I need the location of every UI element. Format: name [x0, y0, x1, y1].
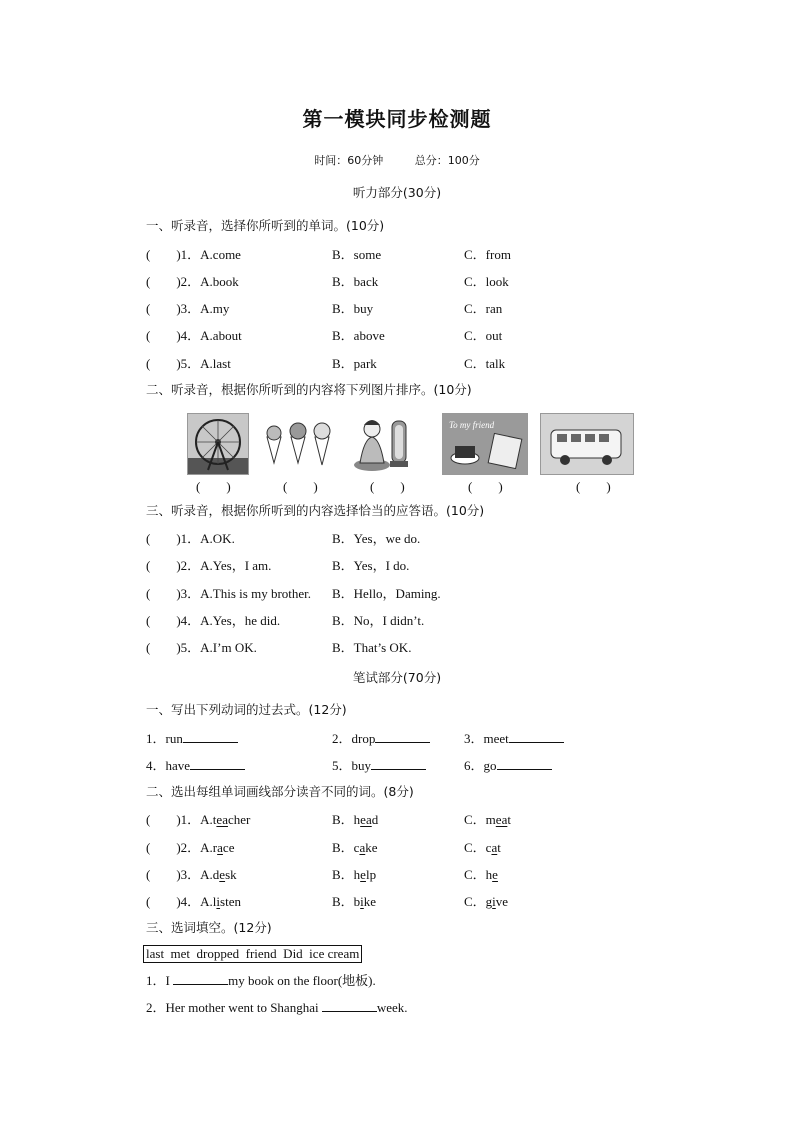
w2-q2-num: ( )2．A.	[146, 840, 213, 855]
s2-heading: 二、听录音，根据你所听到的内容将下列图片排序。(10分)	[146, 382, 472, 397]
word-part: c	[353, 840, 360, 855]
s1-q2-b: B．back	[332, 274, 379, 289]
option-label: B．	[332, 840, 354, 855]
w3-sentence-1	[146, 970, 376, 988]
word-part: g	[485, 894, 493, 909]
answer-blank[interactable]	[190, 757, 245, 770]
word-part: ke	[363, 894, 377, 909]
s3-q4-b: B．No，I didn’t.	[332, 613, 425, 628]
underlined-part: a	[217, 840, 223, 855]
s1-q4-c: C．out	[464, 328, 503, 343]
word-part: d	[212, 867, 220, 882]
answer-blank[interactable]	[183, 730, 238, 743]
picture-2-answer[interactable]: ( )	[283, 479, 318, 494]
underlined-part: a	[359, 840, 366, 855]
verb-run: 1．run	[146, 731, 183, 746]
w1-heading: 一、写出下列动词的过去式。(12分)	[146, 702, 347, 717]
verb-buy: 5．buy	[332, 758, 372, 773]
sentence-start: 1．I	[146, 973, 174, 988]
underlined-part: i	[216, 894, 221, 909]
word-part: ve	[495, 894, 509, 909]
picture-4-answer[interactable]: ( )	[468, 479, 503, 494]
word-part: t	[497, 840, 501, 855]
s1-q3-c: C．ran	[464, 301, 503, 316]
word-part: sk	[225, 867, 237, 882]
s1-q4-a: ( )4．A.about	[146, 328, 242, 343]
s3-q2-b: B．Yes，I do.	[332, 558, 410, 573]
total-score: 总分：100分	[414, 154, 480, 167]
s1-q1-a: ( )1．A.come	[146, 247, 241, 262]
s1-q4-b: B．above	[332, 328, 385, 343]
time-limit: 时间：60分钟	[314, 154, 384, 167]
picture-5-answer[interactable]: ( )	[576, 479, 611, 494]
w3-heading: 三、选词填空。(12分)	[146, 920, 272, 935]
s3-q1-b: B．Yes，we do.	[332, 531, 421, 546]
word-part: r	[212, 840, 218, 855]
underlined-part: e	[360, 867, 366, 882]
s1-q5-b: B．park	[332, 356, 377, 371]
word-part: h	[485, 867, 493, 882]
option-label: C．	[464, 812, 486, 827]
s1-q3-b: B．buy	[332, 301, 374, 316]
listening-header: 听力部分(30分)	[352, 185, 442, 200]
answer-blank[interactable]	[509, 730, 564, 743]
verb-have: 4．have	[146, 758, 191, 773]
underlined-part: ea	[360, 812, 372, 827]
page-title: 第一模块同步检测题	[302, 107, 492, 131]
girl-with-mirror-picture	[350, 413, 416, 473]
s3-q5-b: B．That’s OK.	[332, 640, 412, 655]
w2-heading: 二、选出每组单词画线部分读音不同的词。(8分)	[146, 784, 414, 799]
word-part: t	[507, 812, 511, 827]
word-part: c	[485, 840, 492, 855]
option-label: C．	[464, 867, 486, 882]
w2-q1-num: ( )1．A.	[146, 812, 213, 827]
picture-3-answer[interactable]: ( )	[370, 479, 405, 494]
option-label: B．	[332, 812, 354, 827]
s1-q1-c: C．from	[464, 247, 511, 262]
s1-q3-a: ( )3．A.my	[146, 301, 230, 316]
sentence-start: 2．Her mother went to Shanghai	[146, 1000, 322, 1015]
word-part: cher	[227, 812, 251, 827]
answer-blank[interactable]	[375, 730, 430, 743]
ice-creams-picture	[262, 413, 336, 473]
w3-sentence-2	[146, 997, 408, 1015]
s1-heading: 一、听录音，选择你所听到的单词。(10分)	[146, 218, 385, 233]
s1-q5-a: ( )5．A.last	[146, 356, 231, 371]
s3-heading: 三、听录音，根据你所听到的内容选择恰当的应答语。(10分)	[146, 503, 485, 518]
word-part: m	[485, 812, 496, 827]
card-picture	[442, 413, 528, 475]
word-part: h	[353, 812, 361, 827]
s1-q2-a: ( )2．A.book	[146, 274, 239, 289]
sentence-end: my book on the floor(地板).	[228, 973, 376, 988]
s1-q5-c: C．talk	[464, 356, 506, 371]
option-label: B．	[332, 867, 354, 882]
underlined-part: i	[360, 894, 364, 909]
word-part: d	[371, 812, 379, 827]
s3-q5-a: ( )5．A.I’m OK.	[146, 640, 257, 655]
underlined-part: i	[492, 894, 496, 909]
w2-q4-num: ( )4．A.	[146, 894, 213, 909]
option-label: B．	[332, 894, 354, 909]
card-text: To my friend	[449, 420, 495, 430]
underlined-part: a	[491, 840, 498, 855]
w2-q3-num: ( )3．A.	[146, 867, 213, 882]
word-part: t	[212, 812, 217, 827]
picture-1-answer[interactable]: ( )	[196, 479, 231, 494]
sentence-end: week.	[376, 1000, 408, 1015]
underlined-part: ea	[495, 812, 508, 827]
word-part: l	[212, 894, 217, 909]
ferris-wheel-picture	[187, 413, 249, 475]
bus-picture	[540, 413, 634, 475]
verb-go: 6．go	[464, 758, 497, 773]
exam-meta	[0, 152, 794, 168]
answer-blank[interactable]	[371, 757, 426, 770]
option-label: C．	[464, 894, 486, 909]
s1-q1-b: B．some	[332, 247, 382, 262]
s3-q3-a: ( )3．A.This is my brother.	[146, 586, 312, 601]
verb-meet: 3．meet	[464, 731, 509, 746]
word-bank: last met dropped friend Did ice cream	[143, 945, 362, 963]
word-part: ke	[365, 840, 378, 855]
answer-blank[interactable]	[497, 757, 552, 770]
fill-blank[interactable]	[173, 972, 228, 985]
word-part: ce	[222, 840, 235, 855]
s1-q2-c: C．look	[464, 274, 509, 289]
word-part: b	[353, 894, 361, 909]
option-label: C．	[464, 840, 486, 855]
written-header: 笔试部分(70分)	[352, 670, 442, 685]
word-part: h	[353, 867, 361, 882]
word-part: lp	[365, 867, 377, 882]
underlined-part: e	[492, 867, 498, 882]
underlined-part: ea	[216, 812, 228, 827]
underlined-part: e	[219, 867, 226, 882]
verb-drop: 2．drop	[332, 731, 376, 746]
s3-q4-a: ( )4．A.Yes，he did.	[146, 613, 281, 628]
word-part: sten	[220, 894, 241, 909]
fill-blank[interactable]	[322, 999, 377, 1012]
s3-q3-b: B．Hello，Daming.	[332, 586, 441, 601]
s3-q2-a: ( )2．A.Yes，I am.	[146, 558, 272, 573]
s3-q1-a: ( )1．A.OK.	[146, 531, 235, 546]
